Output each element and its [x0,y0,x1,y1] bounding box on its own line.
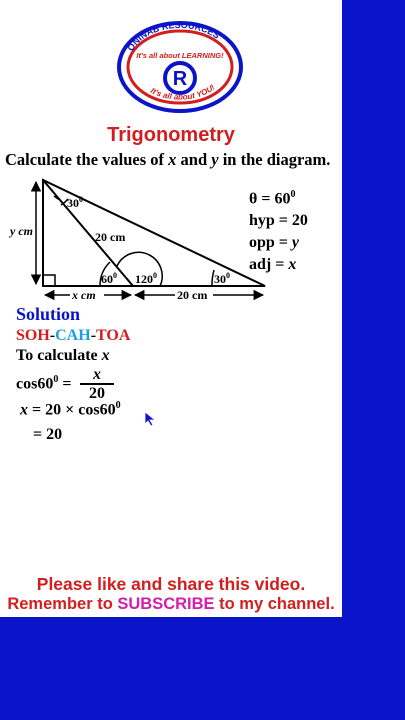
logo-middle-text: It's all about LEARNING! [136,51,224,60]
hyp-label: 20 cm [95,230,126,244]
side-y-label: y cm [10,224,33,238]
calc-label: To calculate x [16,347,110,364]
theta-line: $\theta = 60^0$ [249,189,296,208]
adj-line: adj = x [249,256,297,274]
angle-60-label: $60^0$ [101,271,117,286]
subscribe-word: SUBSCRIBE [117,595,215,613]
hyp-line: hyp = 20 [249,212,308,230]
right-border [342,0,405,617]
logo-letter: R [172,68,188,90]
angle-right-label: $30^0$ [214,271,230,286]
opp-line: opp = y [249,234,300,252]
sohcahtoa: SOH-CAH-TOA [16,327,131,344]
like-share-text: Please like and share this video. [36,574,306,594]
angle-120-label: $120^0$ [135,271,157,286]
angle-top-label: $30^0$ [67,195,83,210]
solution-heading: Solution [16,304,81,324]
x-equation: $x = 20 \times \cos 60^0$ [20,400,121,419]
page-title: Trigonometry [107,124,235,146]
bottom-border [0,617,405,720]
base-20-label: 20 cm [177,288,208,302]
result-line: = 20 [33,426,63,443]
fraction: $\frac{x}{20}$ [80,366,114,403]
logo-bottom-text: It's all about YOU! [149,82,217,102]
logo-top-text: ONINAB RESOURCES [125,19,222,53]
base-x-label: x cm [72,288,96,302]
question-text: Calculate the values of x and y in the diagram. [5,150,331,169]
oninab-logo [116,18,244,116]
subscribe-text: Remember to SUBSCRIBE to my channel. [7,595,335,613]
given-values [249,184,308,276]
pointer-cursor-icon [143,411,157,427]
